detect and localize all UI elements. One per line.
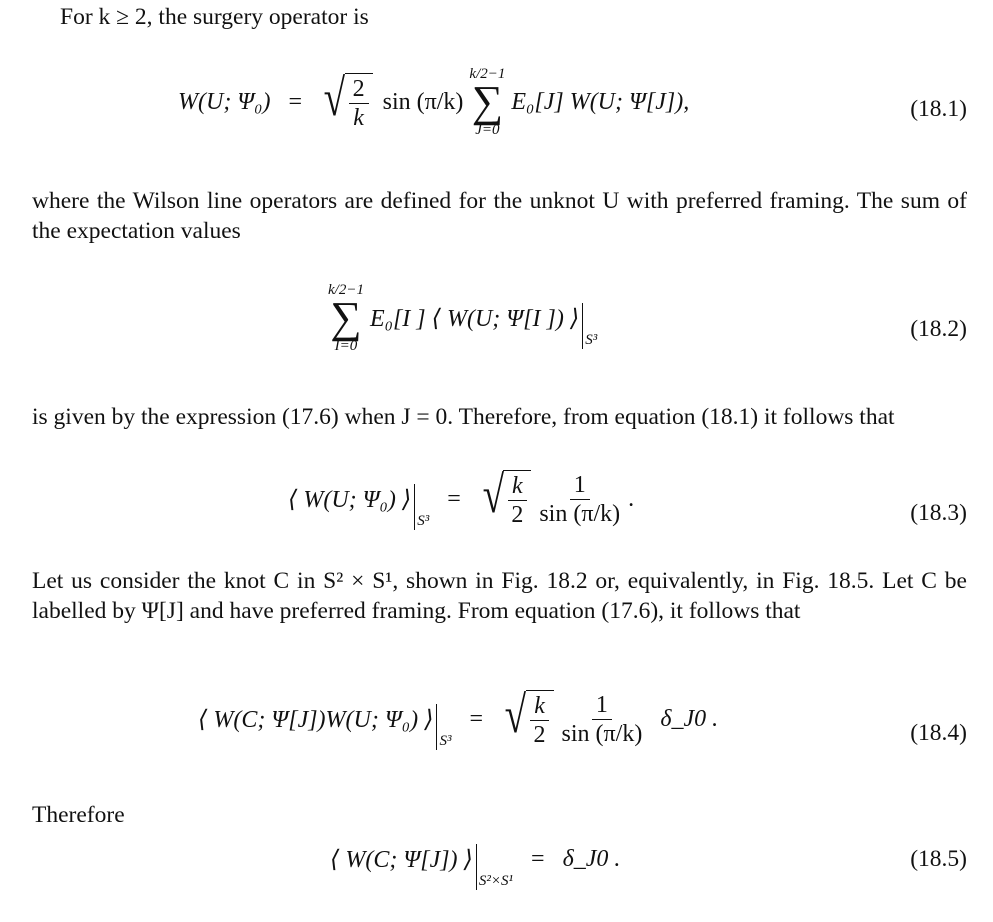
eq3-number: (18.3) bbox=[910, 500, 967, 526]
eq1-sum: k/2−1 ∑ J=0 bbox=[469, 66, 506, 138]
eq4-sqrt: √ $\frac{k}{2}$ bbox=[501, 690, 554, 748]
eq1-summand: E₀[J] W(U; Ψ[J]), bbox=[511, 88, 690, 115]
equation-18-4 bbox=[0, 687, 993, 780]
eq1-number: (18.1) bbox=[910, 96, 967, 122]
eq2-sum-top: k/2−1 bbox=[328, 282, 364, 298]
therefore-text: Therefore bbox=[32, 802, 125, 828]
eq2-body: E₀[I ] ⟨ W(U; Ψ[I ]) ⟩ bbox=[369, 305, 580, 332]
eq4-lhs: ⟨ W(C; Ψ[J])W(U; Ψ₀) ⟩ bbox=[198, 706, 434, 733]
eq1-sin: sin (π/k) bbox=[382, 88, 464, 115]
eq4-root-den: 2 bbox=[533, 722, 546, 748]
eq2-sum: k/2−1 ∑ I=0 bbox=[328, 282, 364, 354]
equation-18-1-body bbox=[178, 66, 689, 138]
eq3-eval: S³ bbox=[417, 512, 430, 529]
wilson-text: where the Wilson line operators are defined for the unknot U with preferred framing. The sum of the expectation values bbox=[32, 188, 967, 244]
equation-18-5 bbox=[0, 832, 993, 922]
eq5-equals: = bbox=[531, 845, 545, 872]
eq4-tail: δ_J0 . bbox=[660, 705, 719, 732]
eq2-sum-bottom: I=0 bbox=[334, 338, 358, 354]
paragraph-wilson bbox=[32, 186, 967, 246]
equation-18-3-body bbox=[288, 467, 635, 529]
eq4-frac bbox=[558, 692, 647, 747]
eq5-number: (18.5) bbox=[910, 846, 967, 872]
eq1-coef-num: 2 bbox=[349, 76, 369, 104]
eq4-equals: = bbox=[469, 705, 483, 732]
expression-text: is given by the expression (17.6) when J = 0. Therefore, from equation (18.1) it follows that bbox=[32, 404, 895, 430]
equation-18-2-body bbox=[322, 282, 597, 354]
equation-18-1 bbox=[0, 62, 993, 152]
eq5-lhs: ⟨ W(C; Ψ[J]) ⟩ bbox=[330, 846, 473, 873]
equation-18-4-body bbox=[198, 687, 719, 749]
equation-18-5-body bbox=[330, 836, 621, 889]
paragraph-expression bbox=[32, 402, 967, 432]
eq3-frac bbox=[535, 472, 624, 527]
eq3-tail: . bbox=[628, 485, 635, 512]
eq4-eval: S³ bbox=[439, 732, 452, 749]
eq3-root-num: k bbox=[508, 473, 527, 501]
eq3-sqrt: √ $\frac{k}{2}$ bbox=[479, 470, 532, 528]
eq4-frac-den: sin (π/k) bbox=[561, 720, 643, 747]
eq1-lhs: W(U; Ψ₀) bbox=[178, 88, 271, 115]
eq2-number: (18.2) bbox=[910, 316, 967, 342]
paragraph-therefore bbox=[32, 800, 967, 830]
eq3-frac-num: 1 bbox=[570, 472, 590, 500]
eq4-number: (18.4) bbox=[910, 720, 967, 746]
eq1-equals: = bbox=[288, 88, 303, 115]
knot-text: Let us consider the knot C in S² × S¹, shown in Fig. 18.2 or, equivalently, in Fig. 18.5. Let C be labelled by Ψ[J] and have preferred framing. From equation (17.6), it follows that bbox=[32, 568, 967, 624]
eq1-sqrt: √ $\frac{2}{k}$ bbox=[320, 73, 373, 131]
eq2-eval: S³ bbox=[585, 331, 598, 348]
equation-18-2 bbox=[0, 280, 993, 370]
eq5-rhs: δ_J0 . bbox=[562, 845, 621, 872]
eq3-equals: = bbox=[447, 485, 461, 512]
eq1-sum-top: k/2−1 bbox=[469, 66, 506, 82]
paragraph-intro bbox=[32, 2, 967, 32]
eq3-lhs: ⟨ W(U; Ψ₀) ⟩ bbox=[288, 486, 412, 513]
eq1-sum-bottom: J=0 bbox=[475, 122, 500, 138]
eq3-frac-den: sin (π/k) bbox=[539, 500, 621, 527]
equation-18-3 bbox=[0, 467, 993, 560]
eq4-root-num: k bbox=[530, 693, 549, 721]
intro-text: For k ≥ 2, the surgery operator is bbox=[60, 4, 369, 30]
paragraph-knot bbox=[32, 566, 967, 626]
eq3-root-den: 2 bbox=[511, 502, 524, 528]
eq4-frac-num: 1 bbox=[592, 692, 612, 720]
eq5-eval: S²×S¹ bbox=[478, 872, 514, 889]
eq1-coef-den: k bbox=[353, 105, 364, 131]
